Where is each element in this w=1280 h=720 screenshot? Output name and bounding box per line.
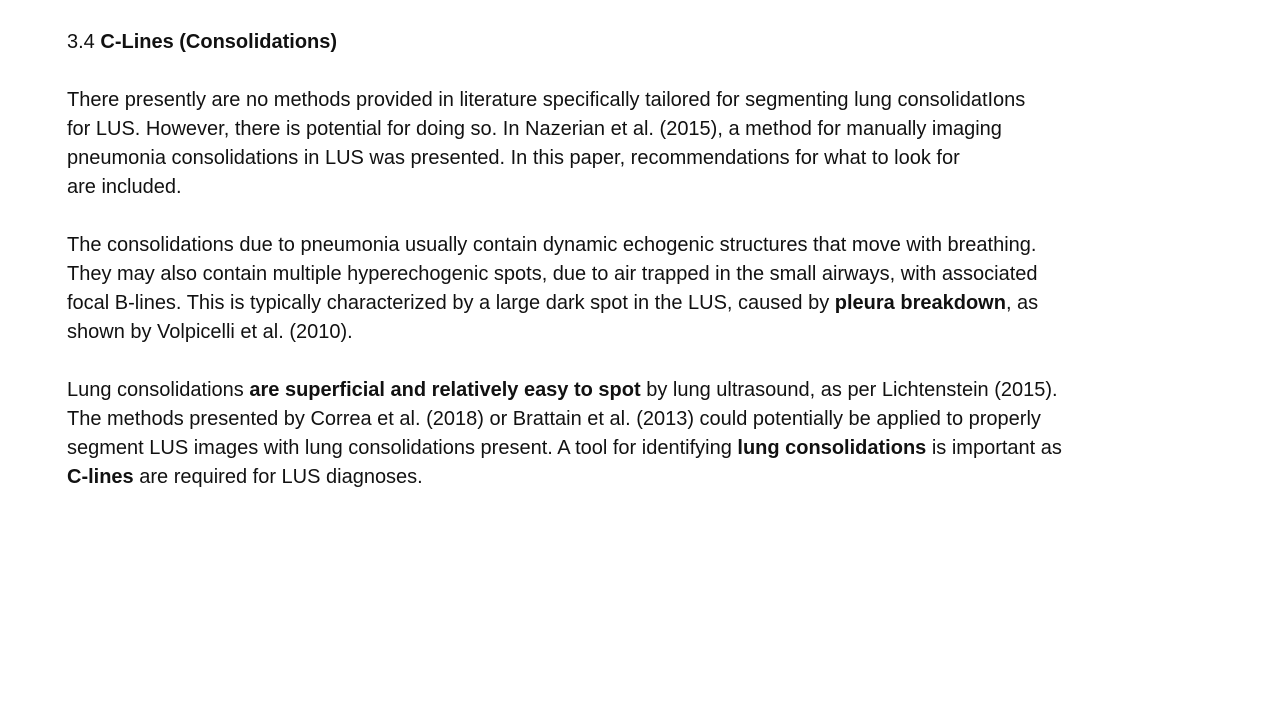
text-run: pneumonia consolidations in LUS was presented. In this paper, recommendations for what to look for [67,147,960,169]
text-run: are required for LUS diagnoses. [133,466,423,488]
paragraph-2 [67,231,1167,347]
text-run: shown by Volpicelli et al. (2010). [67,321,353,343]
paragraph-line [67,86,1167,115]
text-run: The methods presented by Correa et al. (2018) or Brattain et al. (2013) could potentially be applied to properly [67,408,1041,430]
text-run: segment LUS images with lung consolidations present. A tool for identifying [67,437,738,459]
paragraph-line [67,231,1167,260]
text-run: Lung consolidations [67,379,250,401]
text-run: They may also contain multiple hyperechogenic spots, due to air trapped in the small airways, with associated [67,263,1038,285]
paragraph-line [67,434,1167,463]
text-run: is important as [926,437,1062,459]
section-title: C-Lines (Consolidations) [100,31,338,53]
paragraph-line [67,318,1167,347]
paragraph-line [67,463,1167,492]
paragraph-line [67,405,1167,434]
text-run: for LUS. However, there is potential for doing so. In Nazerian et al. (2015), a method for manually imaging [67,118,1002,140]
bold-text-run: lung consolidations [737,437,927,459]
text-run: , as [1005,292,1039,314]
text-run: There presently are no methods provided in literature specifically tailored for segmenting lung consolidatIons [67,89,1026,111]
text-run: The consolidations due to pneumonia usually contain dynamic echogenic structures that move with breathing. [67,234,1037,256]
document-page [67,28,1167,521]
text-run: focal B-lines. This is typically characterized by a large dark spot in the LUS, caused by [67,292,835,314]
text-run: are included. [67,176,182,198]
paragraph-line [67,289,1167,318]
paragraph-3 [67,376,1167,492]
paragraph-line [67,260,1167,289]
text-run: by lung ultrasound, as per Lichtenstein (2015). [640,379,1058,401]
paragraph-line [67,376,1167,405]
paragraph-line [67,144,1167,173]
bold-text-run: C-lines [67,466,134,488]
bold-text-run: pleura breakdown [834,292,1006,314]
section-number: 3.4 [67,31,95,53]
bold-text-run: are superficial and relatively easy to spot [249,379,641,401]
paragraph-line [67,173,1167,202]
paragraph-1 [67,86,1167,202]
section-heading [67,28,1167,56]
paragraph-line [67,115,1167,144]
